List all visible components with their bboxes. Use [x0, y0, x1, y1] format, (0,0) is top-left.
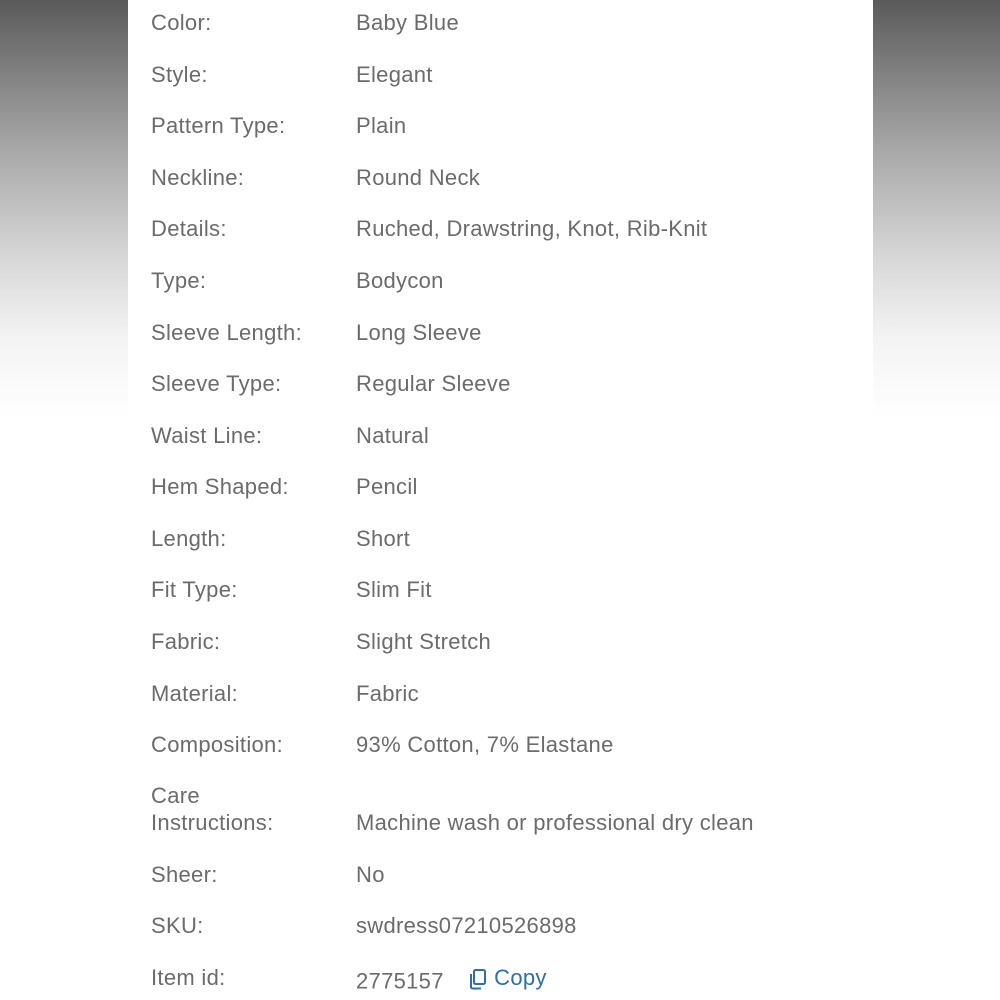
spec-label: Hem Shaped:	[151, 474, 289, 499]
spec-label: Fit Type:	[151, 577, 238, 602]
spec-value: Elegant	[356, 62, 433, 87]
spec-value: Bodycon	[356, 268, 444, 293]
spec-value: Plain	[356, 113, 407, 138]
copy-icon	[468, 968, 488, 990]
spec-label: Details:	[151, 216, 227, 241]
spec-value: Long Sleeve	[356, 320, 482, 345]
copy-button[interactable]	[468, 964, 547, 991]
spec-label: Sleeve Type:	[151, 371, 282, 396]
spec-value: No	[356, 862, 385, 887]
spec-label: Sheer:	[151, 862, 218, 887]
spec-label: Sleeve Length:	[151, 320, 302, 345]
spec-value: Pencil	[356, 474, 418, 499]
spec-value: Machine wash or professional dry clean	[356, 810, 754, 835]
spec-value: Short	[356, 526, 411, 551]
spec-value: Slight Stretch	[356, 629, 492, 654]
spec-label: Material:	[151, 681, 239, 706]
spec-label: Fabric:	[151, 629, 221, 654]
spec-label: Type:	[151, 268, 207, 293]
copy-label: Copy	[494, 965, 547, 990]
spec-label: Color:	[151, 10, 212, 35]
spec-value: Ruched, Drawstring, Knot, Rib-Knit	[356, 216, 708, 241]
spec-value: Fabric	[356, 681, 419, 706]
spec-label-line: Care	[151, 783, 200, 808]
product-details-panel	[128, 0, 873, 1000]
spec-value: Natural	[356, 423, 430, 448]
item-id-value: 2775157	[356, 968, 444, 994]
spec-value: Regular Sleeve	[356, 371, 511, 396]
spec-value: Baby Blue	[356, 10, 459, 35]
spec-label: Style:	[151, 62, 208, 87]
spec-value: 93% Cotton, 7% Elastane	[356, 732, 614, 757]
spec-label	[151, 782, 341, 836]
spec-label: Waist Line:	[151, 423, 263, 448]
spec-label: Length:	[151, 526, 227, 551]
spec-value: Slim Fit	[356, 577, 432, 602]
spec-value: swdress07210526898	[356, 913, 577, 938]
spec-label: Composition:	[151, 732, 283, 757]
spec-label: Neckline:	[151, 165, 245, 190]
spec-value: Round Neck	[356, 165, 481, 190]
spec-label-line: Instructions:	[151, 810, 274, 835]
spec-label: SKU:	[151, 913, 204, 938]
spec-value-with-copy	[356, 964, 547, 995]
spec-label: Pattern Type:	[151, 113, 286, 138]
spec-label: Item id:	[151, 965, 226, 990]
